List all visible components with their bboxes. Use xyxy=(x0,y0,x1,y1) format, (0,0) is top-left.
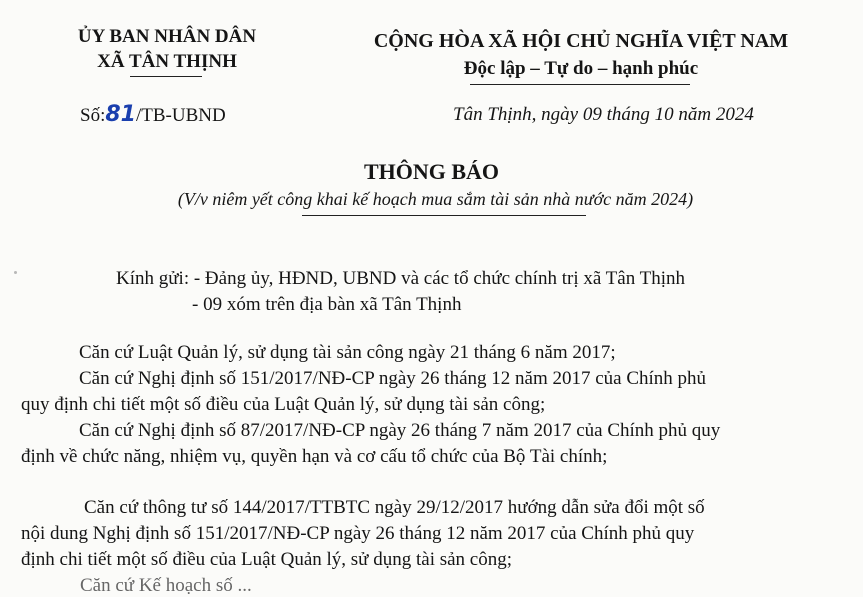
legal-basis-paragraph-2 xyxy=(21,366,843,418)
paragraph-line: Căn cứ Nghị định số 87/2017/NĐ-CP ngày 26 tháng 7 năm 2017 của Chính phủ quy xyxy=(79,420,721,441)
place-and-date: Tân Thịnh, ngày 09 tháng 10 năm 2024 xyxy=(453,104,754,125)
paragraph-line: định chi tiết một số điều của Luật Quản lý, sử dụng tài sản công; xyxy=(21,549,513,570)
legal-basis-paragraph-1 xyxy=(21,340,843,366)
paragraph-line: Căn cứ Luật Quản lý, sử dụng tài sản công ngày 21 tháng 6 năm 2017; xyxy=(79,342,616,363)
document-title: THÔNG BÁO xyxy=(363,159,500,184)
authority-underline xyxy=(130,76,202,77)
issuing-authority-line2: XÃ TÂN THỊNH xyxy=(97,51,237,72)
national-title: CỘNG HÒA XÃ HỘI CHỦ NGHĨA VIỆT NAM xyxy=(373,30,789,52)
scan-speck xyxy=(14,271,17,274)
subtitle-underline xyxy=(302,215,586,216)
paragraph-line: Căn cứ Nghị định số 151/2017/NĐ-CP ngày 26 tháng 12 năm 2017 của Chính phủ xyxy=(79,368,707,389)
issuing-authority-line1: ỦY BAN NHÂN DÂN xyxy=(77,26,257,47)
national-motto: Độc lập – Tự do – hạnh phúc xyxy=(463,58,699,79)
document-number xyxy=(80,102,226,127)
legal-basis-paragraph-3 xyxy=(21,418,843,470)
cut-off-line: Căn cứ Kế hoạch số ... xyxy=(80,575,252,596)
paragraph-line: Căn cứ thông tư số 144/2017/TTBTC ngày 29/12/2017 hướng dẫn sửa đổi một số xyxy=(84,497,705,518)
recipients-line2: - 09 xóm trên địa bàn xã Tân Thịnh xyxy=(192,294,462,315)
document-number-handwritten: 81 xyxy=(105,102,136,127)
recipients-line1: Kính gửi: - Đảng ủy, HĐND, UBND và các tổ chức chính trị xã Tân Thịnh xyxy=(116,268,686,289)
paragraph-line: định về chức năng, nhiệm vụ, quyền hạn và cơ cấu tổ chức của Bộ Tài chính; xyxy=(21,446,608,467)
legal-basis-paragraph-4 xyxy=(21,495,843,573)
paragraph-line: quy định chi tiết một số điều của Luật Quản lý, sử dụng tài sản công; xyxy=(21,394,546,415)
cut-off-next-paragraph xyxy=(80,575,843,596)
motto-underline xyxy=(470,84,690,85)
document-number-suffix: /TB-UBND xyxy=(135,105,226,126)
document-number-prefix: Số: xyxy=(80,105,106,126)
document-subtitle: (V/v niêm yết công khai kế hoạch mua sắm tài sản nhà nước năm 2024) xyxy=(177,189,694,209)
paragraph-line: nội dung Nghị định số 151/2017/NĐ-CP ngày 26 tháng 12 năm 2017 của Chính phủ quy xyxy=(21,523,695,544)
